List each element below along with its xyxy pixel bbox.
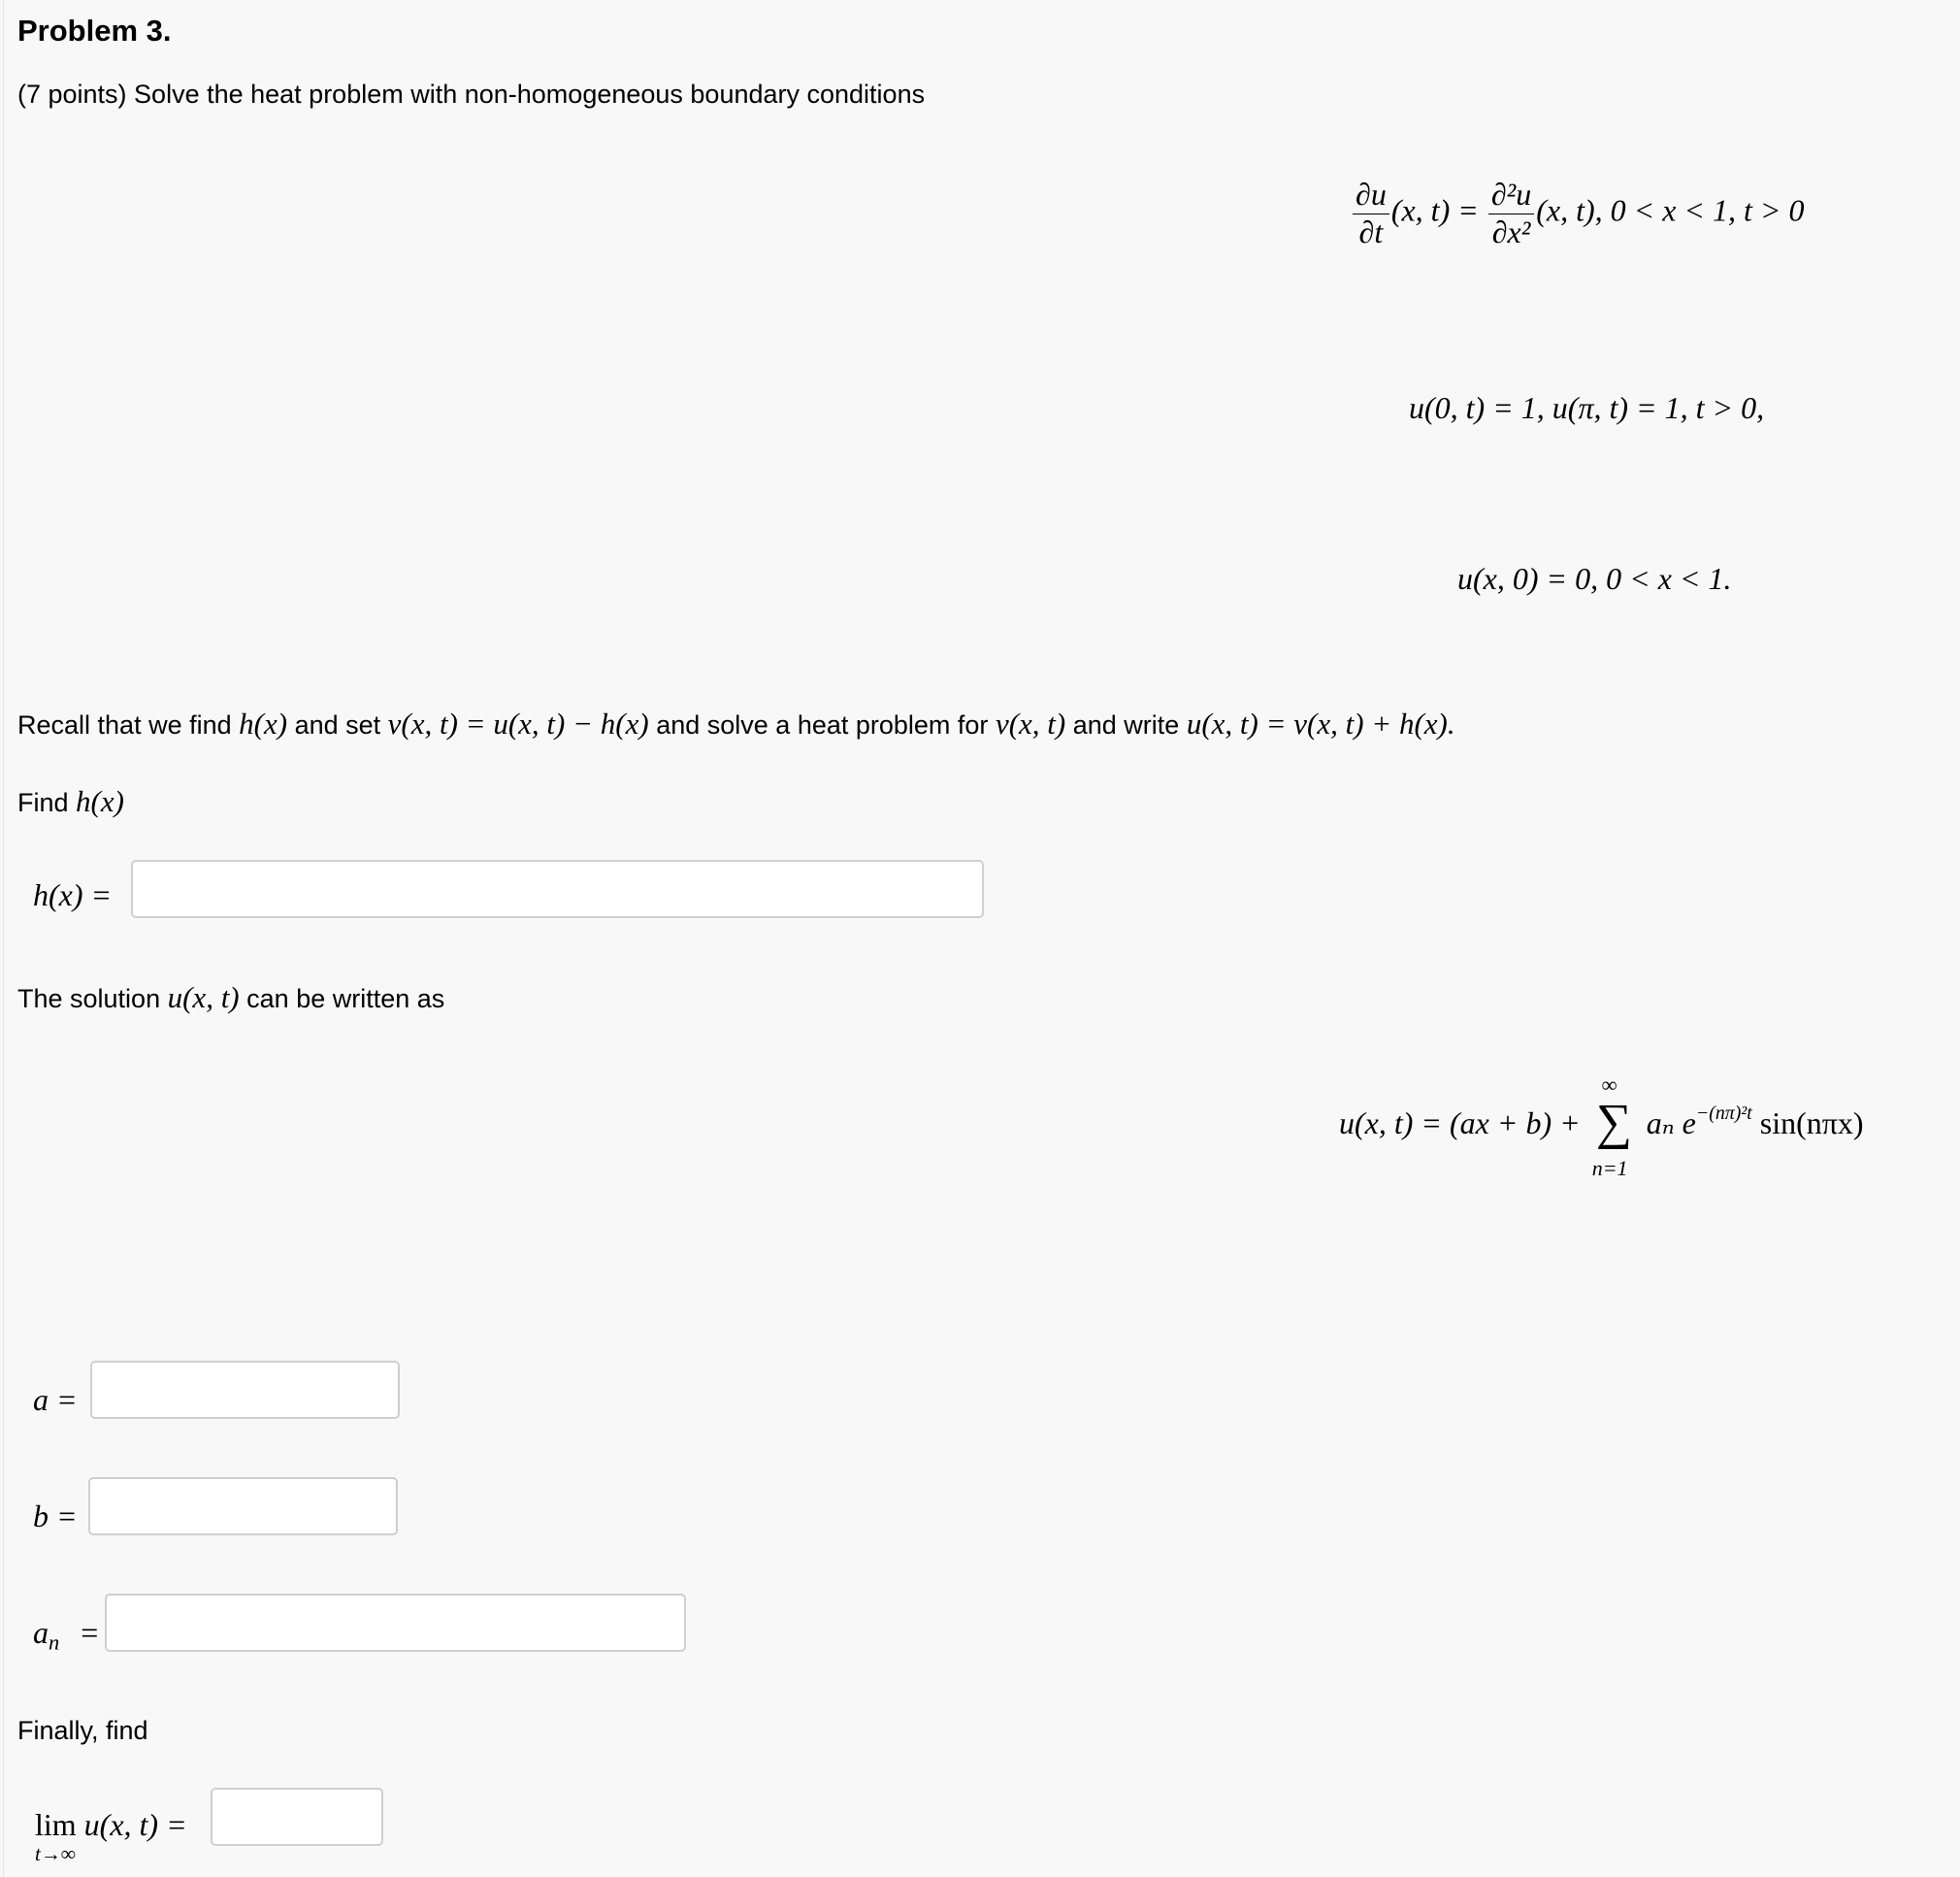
initial-condition: u(x, 0) = 0, 0 < x < 1. [1457,561,1732,596]
limit-input[interactable] [211,1788,383,1846]
b-input[interactable] [88,1477,398,1535]
a-input[interactable] [90,1361,400,1419]
d2u-dx2-fraction: $\frac{\text{∂²u}}{\text{∂x²}}$ [1488,179,1534,248]
pde-args: (x, t) = [1390,192,1479,228]
a-field-label: a = [33,1382,78,1417]
series-solution [1339,1071,1864,1180]
find-h-prompt: Find h(x) [17,784,124,818]
limit-operator: lim t→∞ [35,1807,77,1865]
boundary-conditions: u(0, t) = 1, u(π, t) = 1, t > 0, [1409,390,1765,425]
series-sine: sin(nπx) [1759,1104,1864,1140]
an-input[interactable] [105,1594,686,1652]
an-field-label: $a_n$ = [33,1615,99,1655]
series-lhs: u(x, t) = (ax + b) + [1339,1104,1581,1140]
solution-intro: The solution u(x, t) can be written as [17,980,445,1014]
finally-prompt: Finally, find [17,1716,148,1745]
du-dt-fraction: $\frac{\partial u}{\partial t}$ [1353,179,1389,248]
page-left-border [3,0,4,1877]
problem-title: Problem 3. [17,14,172,48]
h-field-label: h(x) = [33,877,113,912]
pde-equation [1351,179,1805,248]
series-exponent: −(nπ)²t [1695,1103,1752,1124]
problem-intro: (7 points) Solve the heat problem with non-homogeneous boundary conditions [17,80,926,109]
summation-symbol: ∞ ∑ n=1 [1591,1071,1632,1180]
h-input[interactable] [131,860,984,918]
pde-domain: (x, t), 0 < x < 1, t > 0 [1536,192,1805,228]
recall-sentence: Recall that we find h(x) and set v(x, t) = u(x, t) − h(x) and solve a heat problem for v(x, t) and write u(x, t) = v(x, t) + h(x). [17,707,1455,741]
b-field-label: b = [33,1498,78,1533]
limit-label: lim t→∞ u(x, t) = [35,1807,187,1865]
series-term: aₙ e [1646,1104,1696,1140]
